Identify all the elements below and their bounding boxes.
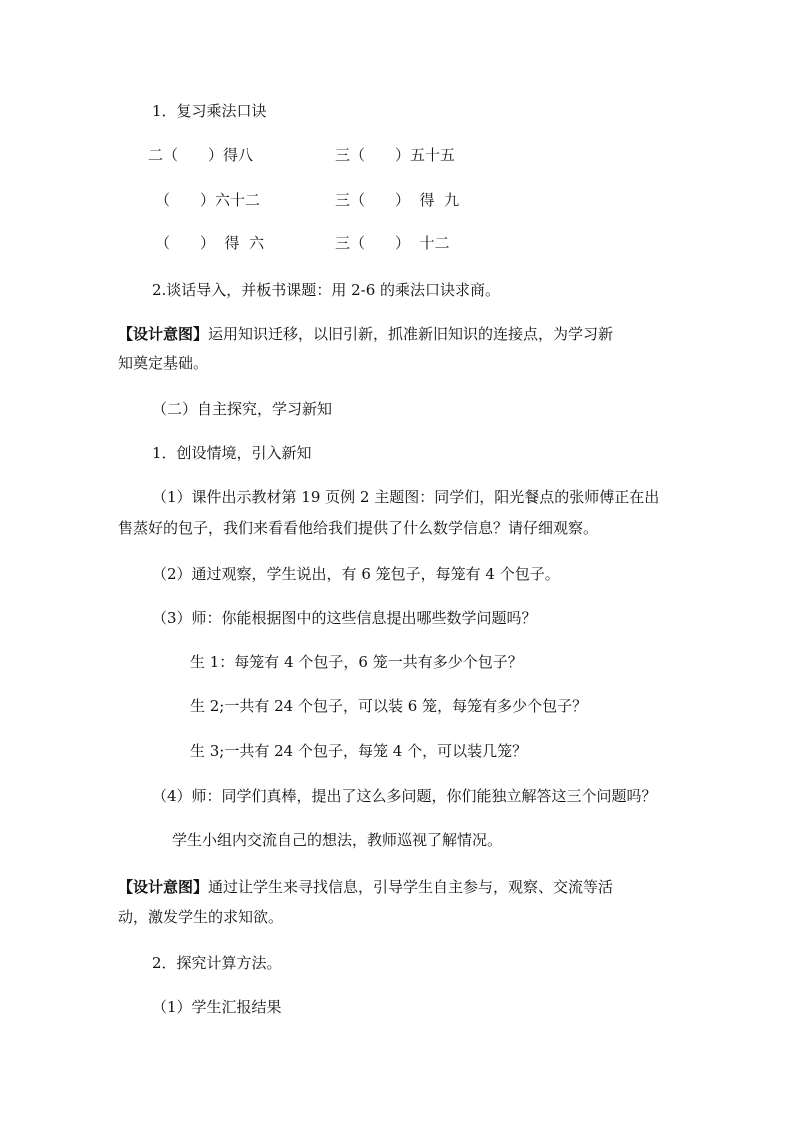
student-question-3: 生 3;一共有 24 个包子，每笼 4 个，可以装几笼？ [190, 742, 528, 760]
drill-row3-right: 三（ ） 十二 [335, 234, 450, 252]
item2-line: （2）通过观察，学生说出，有 6 笼包子，每笼有 4 个包子。 [152, 565, 560, 583]
item3-line: （3）师：你能根据图中的这些信息提出哪些数学问题吗？ [152, 609, 537, 627]
section2-heading: （二）自主探究，学习新知 [152, 400, 333, 418]
group-line: 学生小组内交流自己的想法，教师巡视了解情况。 [172, 831, 503, 849]
student-question-1: 生 1：每笼有 4 个包子，6 笼一共有多少个包子？ [190, 653, 523, 671]
step2-heading: 2．探究计算方法。 [152, 954, 282, 972]
design-intent-tag: 【设计意图】 [118, 878, 209, 896]
design-intent-1-text: 运用知识迁移，以旧引新，抓准新旧知识的连接点，为学习新 [208, 325, 614, 343]
drill-row2-left: （ ）六十二 [155, 191, 261, 209]
student-question-2: 生 2;一共有 24 个包子，可以装 6 笼，每笼有多少个包子？ [190, 697, 588, 715]
drill-row1-right: 三（ ）五十五 [335, 146, 456, 164]
item4-line: （4）师：同学们真棒，提出了这么多问题，你们能独立解答这三个问题吗？ [152, 787, 657, 805]
step1-heading: 1．创设情境，引入新知 [152, 444, 312, 462]
step2-item1: （1）学生汇报结果 [152, 998, 282, 1016]
design-intent-tag: 【设计意图】 [118, 325, 209, 343]
drill-row2-right: 三（ ） 得 九 [335, 191, 460, 209]
review-heading: 1．复习乘法口诀 [152, 102, 267, 120]
design-intent-2-line1 [118, 880, 613, 895]
intro-line: 2.谈话导入，并板书课题：用 2-6 的乘法口诀求商。 [152, 281, 501, 299]
item1-line1: （1）课件出示教材第 19 页例 2 主题图：同学们，阳光餐点的张师傅正在出 [152, 488, 660, 506]
item1-line2: 售蒸好的包子，我们来看看他给我们提供了什么数学信息？请仔细观察。 [118, 519, 599, 537]
drill-row1-left: 二（ ）得八 [148, 146, 254, 164]
design-intent-2-text: 通过让学生来寻找信息，引导学生自主参与，观察、交流等活 [208, 878, 614, 896]
design-intent-1-line1 [118, 327, 613, 342]
drill-row3-left: （ ） 得 六 [155, 234, 265, 252]
design-intent-1-line2: 知奠定基础。 [118, 354, 209, 372]
design-intent-2-line2: 动，激发学生的求知欲。 [118, 908, 284, 926]
